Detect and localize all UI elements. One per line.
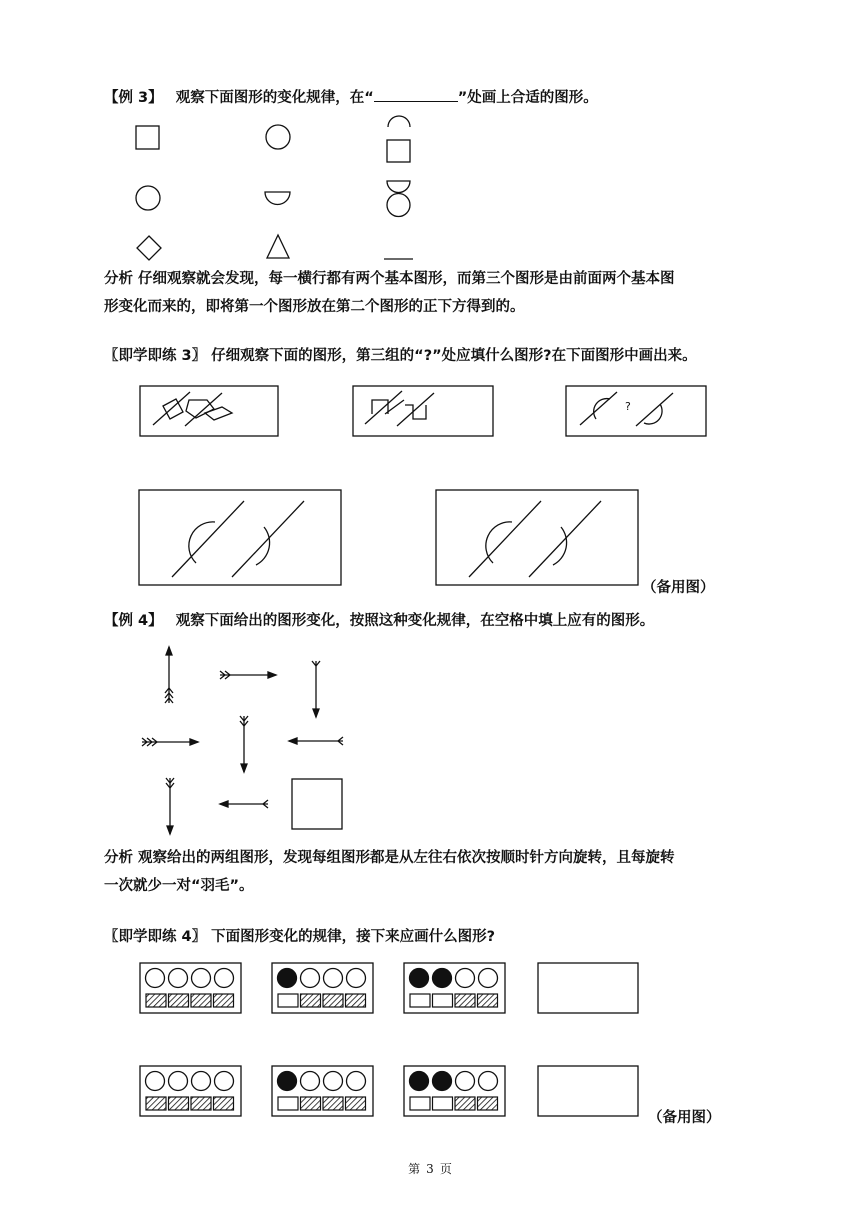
arrow-down-2-feathers-row3 [166, 778, 174, 834]
filled-circle [410, 969, 429, 988]
empty-circle [215, 969, 234, 988]
arrow-up-3-feathers [165, 647, 173, 703]
hatched-square [301, 1097, 321, 1110]
arrow-left-1-feather-row3 [220, 800, 268, 808]
example3-analysis-line2: 形变化而来的，即将第一个图形放在第二个图形的正下方得到的。 [104, 299, 525, 315]
practice3-box-3 [566, 386, 706, 436]
example4-question-text: 观察下面给出的图形变化，按照这种变化规律，在空格中填上应有的图形。 [175, 613, 655, 629]
practice3-spare-label: （备用图） [642, 580, 715, 596]
example3-question-after: ”处画上合适的图形。 [457, 90, 598, 106]
empty-circle [301, 1072, 320, 1091]
practice4-figure-1-1 [140, 963, 241, 1013]
example3-question-before: 观察下面图形的变化规律，在“ [175, 90, 374, 106]
question-mark: ? [625, 400, 631, 413]
practice4-empty-box-2 [538, 1066, 638, 1116]
hatched-square [191, 1097, 211, 1110]
white-square [410, 1097, 430, 1110]
empty-circle [192, 1072, 211, 1091]
empty-circle [456, 969, 475, 988]
filled-circle [433, 969, 452, 988]
circle-shape [266, 125, 290, 149]
white-square [278, 994, 298, 1007]
white-square [433, 994, 453, 1007]
empty-circle [301, 969, 320, 988]
example4-question [104, 611, 654, 631]
empty-circle [169, 1072, 188, 1091]
practice4-empty-box-1 [538, 963, 638, 1013]
hatched-square [346, 1097, 366, 1110]
empty-circle [456, 1072, 475, 1091]
practice3-spare-box-2 [436, 490, 638, 585]
hatched-square [214, 994, 234, 1007]
hatched-square [146, 1097, 166, 1110]
example4-tag: 【例 4】 [104, 613, 163, 629]
square-shape [136, 126, 159, 149]
empty-circle [146, 969, 165, 988]
hatched-square [214, 1097, 234, 1110]
empty-circle [324, 969, 343, 988]
white-square [278, 1097, 298, 1110]
practice3-title: 〖即学即练 3〗 仔细观察下面的图形，第三组的“?”处应填什么图形?在下面图形中画出来。 [104, 348, 697, 364]
empty-circle [146, 1072, 165, 1091]
filled-circle [278, 969, 297, 988]
empty-circle [192, 969, 211, 988]
hatched-square [169, 994, 189, 1007]
practice4-figure-1-3 [404, 963, 505, 1013]
white-square [410, 994, 430, 1007]
arrow-down-1-feather [312, 661, 320, 717]
example3-analysis-line1: 分析 仔细观察就会发现，每一横行都有两个基本图形，而第三个图形是由前面两个基本图 [104, 271, 675, 287]
practice3-box-2 [353, 386, 493, 436]
empty-circle [479, 1072, 498, 1091]
example3-tag: 【例 3】 [104, 90, 163, 106]
practice4-title: 〖即学即练 4〗 下面图形变化的规律，接下来应画什么图形? [104, 929, 496, 945]
hatched-square [346, 994, 366, 1007]
diamond-shape [137, 236, 161, 260]
practice4-figure-2-1 [140, 1066, 241, 1116]
footer-suffix: 页 [439, 1162, 452, 1176]
arrows-group [142, 647, 343, 834]
hatched-square [146, 994, 166, 1007]
practice4-spare-label: （备用图） [648, 1110, 721, 1126]
half-circle-shape [265, 192, 290, 205]
white-square [433, 1097, 453, 1110]
page-number: 3 [426, 1162, 434, 1176]
empty-circle [347, 1072, 366, 1091]
hatched-square [301, 994, 321, 1007]
arrow-left-1-feather [289, 737, 343, 745]
arrow-down-2-feathers [240, 716, 248, 772]
hatched-square [478, 994, 498, 1007]
hatched-square [478, 1097, 498, 1110]
filled-circle [278, 1072, 297, 1091]
hatched-square [455, 994, 475, 1007]
arrow-right-3-feathers [142, 738, 198, 746]
filled-circle [433, 1072, 452, 1091]
empty-circle [215, 1072, 234, 1091]
arrow-right-2-feathers [220, 671, 276, 679]
practice4-figure-1-2 [272, 963, 373, 1013]
footer-prefix: 第 [408, 1162, 421, 1176]
filled-circle [410, 1072, 429, 1091]
empty-circle [347, 969, 366, 988]
triangle-shape [267, 235, 289, 258]
hatched-square [169, 1097, 189, 1110]
half-circle-above-circle-shape [387, 181, 410, 217]
practice4-figure-2-2 [272, 1066, 373, 1116]
hatched-square [191, 994, 211, 1007]
empty-answer-square [292, 779, 342, 829]
practice3-spare-box-1 [139, 490, 341, 585]
empty-circle [169, 969, 188, 988]
page-footer [0, 1160, 860, 1177]
empty-circle [479, 969, 498, 988]
hatched-square [323, 1097, 343, 1110]
example4-analysis-line1: 分析 观察给出的两组图形，发现每组图形都是从左往右依次按顺时针方向旋转，且每旋转 [104, 850, 675, 866]
practice4-figure-2-3 [404, 1066, 505, 1116]
circle-above-square-shape [387, 116, 410, 162]
empty-circle [324, 1072, 343, 1091]
hatched-square [323, 994, 343, 1007]
circle-shape-row2 [136, 186, 160, 210]
practice3-box-1 [140, 386, 278, 436]
practice4-figures [140, 963, 505, 1116]
hatched-square [455, 1097, 475, 1110]
example4-analysis-line2: 一次就少一对“羽毛”。 [104, 878, 254, 894]
